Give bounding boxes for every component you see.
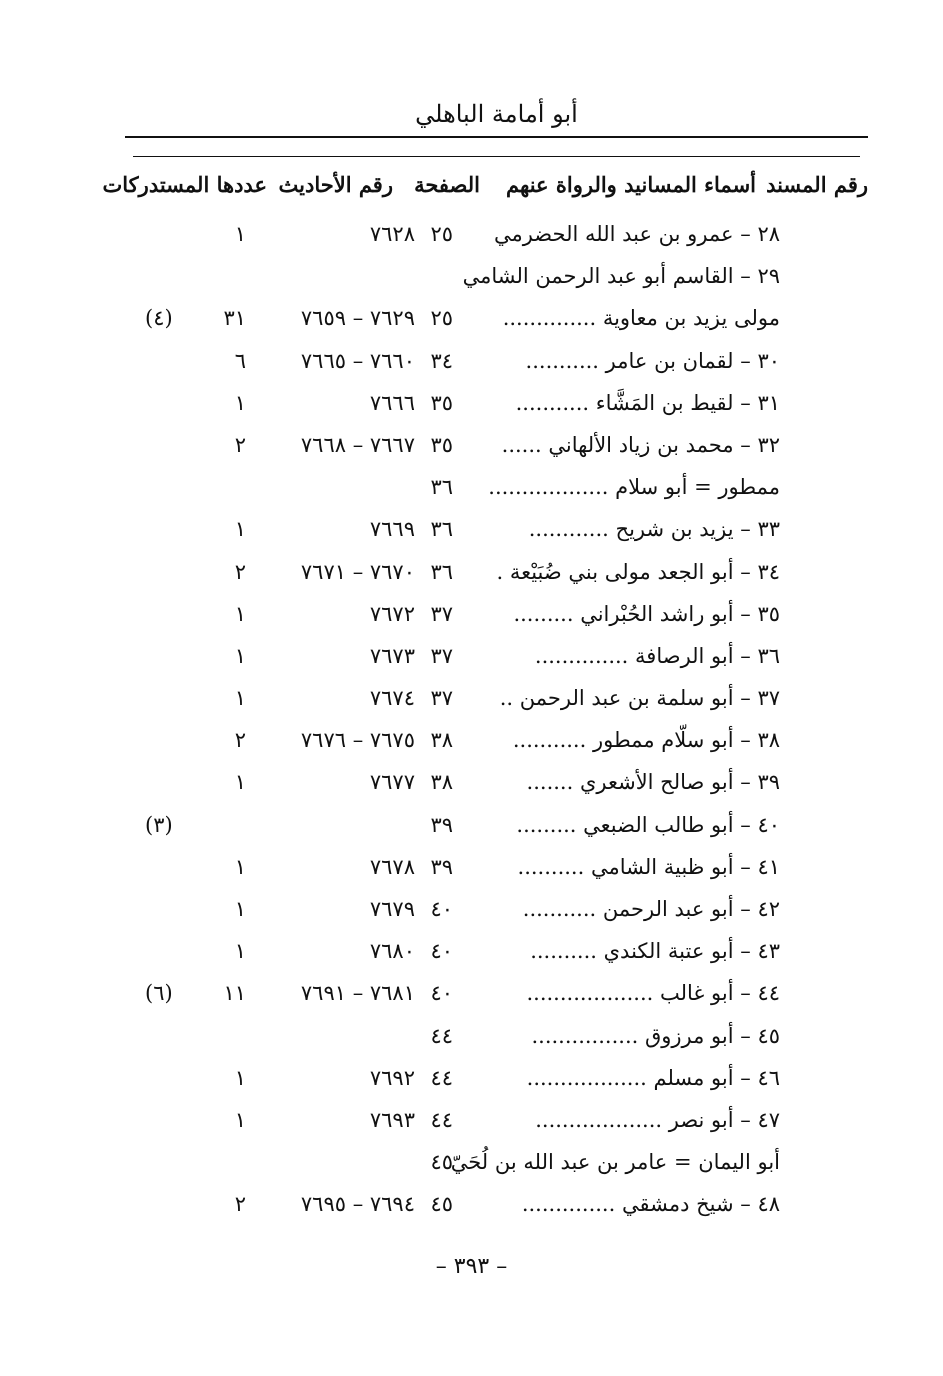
row-name: ٢٩ – القاسم أبو عبد الرحمن الشامي xyxy=(462,264,780,289)
table-row xyxy=(0,598,943,640)
row-name: ٤١ – أبو ظبية الشامي .......... xyxy=(517,854,780,879)
row-hadith-numbers: ٧٦٧٠ – ٧٦٧١ xyxy=(300,559,415,584)
row-hadith-numbers: ٧٦٧٣ xyxy=(369,643,415,668)
table-row xyxy=(0,1020,943,1062)
column-header-musnad: رقم المسند xyxy=(766,172,868,197)
row-hadith-numbers: ٧٦٧٤ xyxy=(369,686,415,711)
row-name: ٤٧ – أبو نصر ................... xyxy=(535,1107,780,1132)
row-page: ٤٤ xyxy=(430,1107,453,1132)
row-count: ١ xyxy=(234,939,246,964)
table-row xyxy=(0,1104,943,1146)
table-row xyxy=(0,345,943,387)
table-row xyxy=(0,513,943,555)
row-count: ٣١ xyxy=(223,306,246,331)
row-name: ٣٤ – أبو الجعد مولى بني ضُبَيْعة . xyxy=(496,559,780,584)
row-name: ٣٢ – محمد بن زياد الألهاني ...... xyxy=(501,432,780,457)
row-name: ٤٨ – شيخ دمشقي .............. xyxy=(521,1192,780,1217)
row-page: ٣٦ xyxy=(430,559,453,584)
column-header-count-mustadrakat xyxy=(103,172,267,197)
row-mustadrak: (٦) xyxy=(145,981,173,1006)
row-page: ٣٦ xyxy=(430,517,453,542)
row-count: ٢ xyxy=(234,559,246,584)
row-page: ٤٥ xyxy=(430,1150,453,1175)
row-page: ٣٦ xyxy=(430,475,453,500)
row-page: ٤٥ xyxy=(430,1192,453,1217)
table-row xyxy=(0,724,943,766)
row-mustadrak: (٣) xyxy=(145,812,173,837)
row-count: ٢ xyxy=(234,1192,246,1217)
table-row xyxy=(0,809,943,851)
row-hadith-numbers: ٧٦٨١ – ٧٦٩١ xyxy=(300,981,415,1006)
row-count: ١ xyxy=(234,517,246,542)
row-page: ٢٥ xyxy=(430,222,453,246)
row-name: ٤٤ – أبو غالب ................... xyxy=(526,981,780,1006)
table-row xyxy=(0,260,943,302)
table-row xyxy=(0,1188,943,1230)
row-page: ٣٧ xyxy=(430,601,453,626)
row-page: ٣٥ xyxy=(430,390,453,415)
column-header-count: عددها xyxy=(216,172,267,197)
row-name: أبو اليمان = عامر بن عبد الله بن لُحَيّ xyxy=(450,1150,780,1175)
row-hadith-numbers: ٧٦٦٩ xyxy=(369,517,415,542)
row-count: ١ xyxy=(234,643,246,668)
table-row xyxy=(0,302,943,344)
table-row xyxy=(0,1146,943,1188)
row-name: ٣٥ – أبو راشد الحُبْراني ......... xyxy=(513,601,780,626)
table-row xyxy=(0,893,943,935)
table-row xyxy=(0,766,943,808)
row-hadith-numbers: ٧٦٧٧ xyxy=(369,770,415,795)
row-count: ١ xyxy=(234,897,246,921)
row-hadith-numbers: ٧٦٩٣ xyxy=(369,1107,415,1132)
row-count: ٦ xyxy=(234,348,246,373)
row-count: ٢ xyxy=(234,432,246,457)
row-page: ٤٠ xyxy=(430,939,453,964)
row-name: ٤٥ – أبو مرزوق ................ xyxy=(531,1023,780,1048)
row-count: ١ xyxy=(234,854,246,879)
row-count: ١ xyxy=(234,222,246,246)
table-row xyxy=(0,977,943,1019)
row-hadith-numbers: ٧٦٦٠ – ٧٦٦٥ xyxy=(300,348,415,373)
row-page: ٣٨ xyxy=(430,770,453,795)
row-name: ٣٠ – لقمان بن عامر ........... xyxy=(525,348,780,373)
page-number: – ٣٩٣ – xyxy=(435,1254,508,1279)
row-page: ٤٠ xyxy=(430,981,453,1006)
row-page: ٢٥ xyxy=(430,306,453,331)
row-count: ١ xyxy=(234,1065,246,1090)
column-header-mustadrakat: المستدركات xyxy=(102,172,210,197)
row-page: ٣٥ xyxy=(430,432,453,457)
row-count: ١ xyxy=(234,1107,246,1132)
row-name: ممطور = أبو سلام .................. xyxy=(488,475,780,500)
row-count: ١ xyxy=(234,601,246,626)
row-hadith-numbers: ٧٦٧٥ – ٧٦٧٦ xyxy=(300,728,415,753)
row-hadith-numbers: ٧٦٢٩ – ٧٦٥٩ xyxy=(300,306,415,331)
row-hadith-numbers: ٧٦٦٧ – ٧٦٦٨ xyxy=(300,432,415,457)
row-page: ٤٤ xyxy=(430,1023,453,1048)
row-hadith-numbers: ٧٦٧٨ xyxy=(369,854,415,879)
table-row xyxy=(0,640,943,682)
row-name: ٣٨ – أبو سلّام ممطور ........... xyxy=(512,728,780,753)
table-row xyxy=(0,851,943,893)
row-page: ٣٩ xyxy=(430,854,453,879)
row-name: ٣٣ – يزيد بن شريح ............ xyxy=(528,517,780,542)
row-hadith-numbers: ٧٦٢٨ xyxy=(369,222,415,246)
row-name: ٤٢ – أبو عبد الرحمن ........... xyxy=(522,897,780,921)
table-row xyxy=(0,218,943,260)
row-mustadrak: (٤) xyxy=(145,306,173,331)
row-page: ٤٠ xyxy=(430,897,453,921)
row-page: ٣٩ xyxy=(430,812,453,837)
column-header-hadith: رقم الأحاديث xyxy=(278,172,393,197)
row-name: ٣١ – لقيط بن المَشَّاء ........... xyxy=(515,390,780,415)
row-count: ١١ xyxy=(223,981,246,1006)
table-row xyxy=(0,556,943,598)
row-name: ٤٦ – أبو مسلم .................. xyxy=(526,1065,780,1090)
row-hadith-numbers: ٧٦٧٩ xyxy=(369,897,415,921)
row-name: ٢٨ – عمرو بن عبد الله الحضرمي xyxy=(493,222,780,246)
row-count: ١ xyxy=(234,770,246,795)
row-count: ٢ xyxy=(234,728,246,753)
row-page: ٣٧ xyxy=(430,686,453,711)
column-header-page: الصفحة xyxy=(414,172,480,197)
page-title: أبو أمامة الباهلي xyxy=(415,100,578,128)
row-hadith-numbers: ٧٦٩٢ xyxy=(369,1065,415,1090)
row-name: ٤٠ – أبو طالب الضبعي ......... xyxy=(516,812,780,837)
row-page: ٤٤ xyxy=(430,1065,453,1090)
row-hadith-numbers: ٧٦٩٤ – ٧٦٩٥ xyxy=(300,1192,415,1217)
row-page: ٣٨ xyxy=(430,728,453,753)
row-page: ٣٧ xyxy=(430,643,453,668)
row-name: ٣٧ – أبو سلمة بن عبد الرحمن .. xyxy=(499,686,780,711)
row-hadith-numbers: ٧٦٨٠ xyxy=(369,939,415,964)
row-hadith-numbers: ٧٦٦٦ xyxy=(369,390,415,415)
table-row xyxy=(0,471,943,513)
row-name: ٤٣ – أبو عتبة الكندي .......... xyxy=(530,939,780,964)
row-name: مولى يزيد بن معاوية .............. xyxy=(502,306,780,331)
table-row xyxy=(0,935,943,977)
table-row xyxy=(0,682,943,724)
table-row xyxy=(0,387,943,429)
header-rule-thick xyxy=(125,136,868,138)
column-header-names: أسماء المسانيد والرواة عنهم xyxy=(506,172,756,197)
table-row xyxy=(0,429,943,471)
row-count: ١ xyxy=(234,686,246,711)
table-row xyxy=(0,1062,943,1104)
row-name: ٣٦ – أبو الرصافة .............. xyxy=(534,643,780,668)
index-table xyxy=(0,218,943,1231)
row-hadith-numbers: ٧٦٧٢ xyxy=(369,601,415,626)
row-name: ٣٩ – أبو صالح الأشعري ....... xyxy=(526,770,780,795)
header-rule-thin xyxy=(133,156,860,157)
row-page: ٣٤ xyxy=(430,348,453,373)
row-count: ١ xyxy=(234,390,246,415)
